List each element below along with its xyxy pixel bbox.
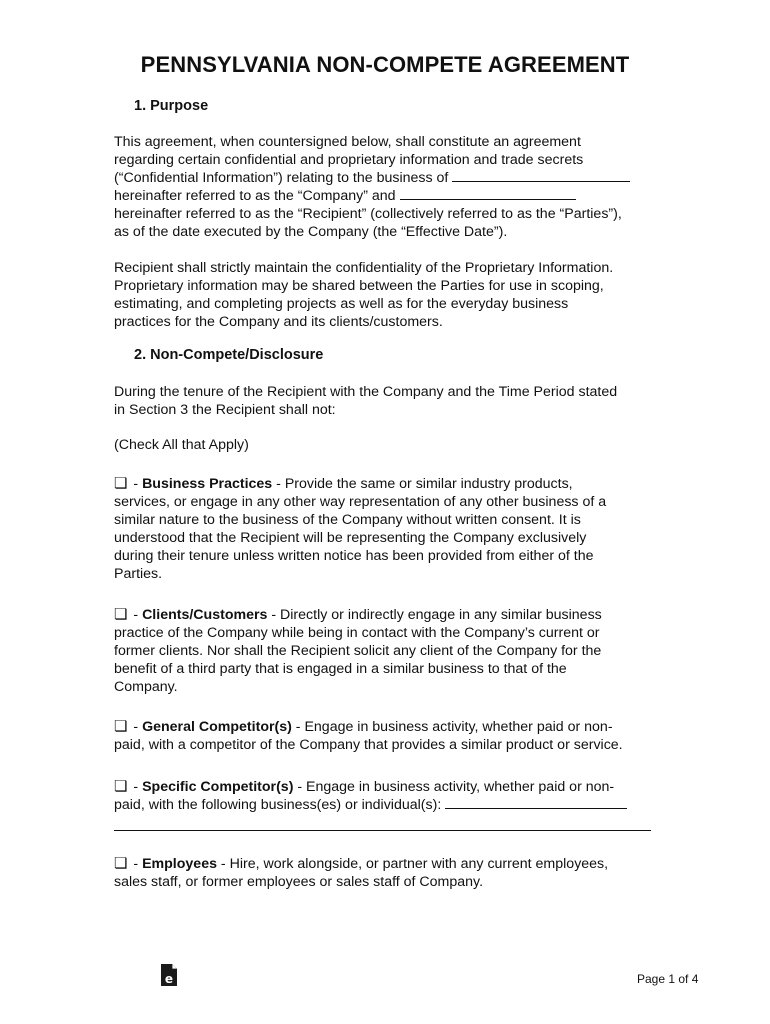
text-line: during their tenure unless written notice has been provided from either of the bbox=[114, 548, 594, 564]
option-business-practices: ❏ - Business Practices - Provide the same or similar industry products, services, or engage in any other way representation of any other business of a similar nature to the business of the Company without written consent. It is understood that the Recipient will be representing the Company exclusively during their tenure unless written notice has been provided from either of the Parties. bbox=[114, 475, 659, 583]
option-label: General Competitor(s) bbox=[142, 719, 292, 735]
text-line: services, or engage in any other way representation of any other business of a bbox=[114, 494, 607, 510]
section-heading-non-compete: 2. Non-Compete/Disclosure bbox=[134, 347, 324, 363]
text-line: understood that the Recipient will be representing the Company exclusively bbox=[114, 530, 587, 546]
text-line: in Section 3 the Recipient shall not: bbox=[114, 402, 336, 418]
text-line: practice of the Company while being in contact with the Company’s current or bbox=[114, 625, 600, 641]
checkbox-icon[interactable]: ❏ bbox=[114, 778, 128, 795]
text-line: Recipient shall strictly maintain the confidentiality of the Proprietary Information. bbox=[114, 260, 614, 276]
text-line: similar nature to the business of the Company without written consent. It is bbox=[114, 512, 581, 528]
text-line: regarding certain confidential and proprietary information and trade secrets bbox=[114, 152, 584, 168]
option-label: Employees bbox=[142, 856, 217, 872]
text-line: practices for the Company and its clients/customers. bbox=[114, 314, 443, 330]
check-all-note: (Check All that Apply) bbox=[114, 437, 249, 453]
text-line: paid, with the following business(es) or individual(s): bbox=[114, 797, 442, 813]
text-line: hereinafter referred to as the “Company” and bbox=[114, 188, 396, 204]
text-line: benefit of a third party that is engaged in a similar business to that of the bbox=[114, 661, 567, 677]
document-title: PENNSYLVANIA NON-COMPETE AGREEMENT bbox=[140, 52, 630, 77]
purpose-paragraph bbox=[114, 133, 659, 241]
competitor-name-blank[interactable] bbox=[445, 796, 627, 809]
option-label: Business Practices bbox=[142, 476, 273, 492]
text-line: Parties. bbox=[114, 566, 163, 582]
document-logo-icon bbox=[160, 963, 178, 987]
text-line: Proprietary information may be shared between the Parties for use in scoping, bbox=[114, 278, 604, 294]
text-line: paid, with a competitor of the Company that provides a similar product or service. bbox=[114, 737, 623, 753]
confidentiality-paragraph bbox=[114, 259, 659, 331]
option-clients-customers: ❏ - Clients/Customers - Directly or indirectly engage in any similar business practice of the Company while being in contact with the Company’s current or former clients. Nor shall the Recipient solicit any client of the Company for the benefit of a third party that is engaged in a similar business to that of the Company. bbox=[114, 606, 659, 696]
text-line: During the tenure of the Recipient with the Company and the Time Period stated bbox=[114, 384, 618, 400]
text-line: This agreement, when countersigned below, shall constitute an agreement bbox=[114, 134, 581, 150]
checkbox-icon[interactable]: ❏ bbox=[114, 718, 128, 735]
page-number: Page 1 of 4 bbox=[637, 972, 699, 986]
checkbox-icon[interactable]: ❏ bbox=[114, 475, 128, 492]
non-compete-intro bbox=[114, 383, 659, 419]
text-line: (“Confidential Information”) relating to the business of bbox=[114, 170, 449, 186]
text-line: hereinafter referred to as the “Recipient” (collectively referred to as the “Parties”), bbox=[114, 206, 622, 222]
recipient-name-blank[interactable] bbox=[400, 187, 576, 200]
text-line: Company. bbox=[114, 679, 178, 695]
checkbox-icon[interactable]: ❏ bbox=[114, 606, 128, 623]
option-label: Specific Competitor(s) bbox=[142, 779, 294, 795]
option-label: Clients/Customers bbox=[142, 607, 268, 623]
svg-text:e: e bbox=[164, 972, 174, 986]
section-heading-purpose: 1. Purpose bbox=[134, 98, 209, 114]
text-line: sales staff, or former employees or sales staff of Company. bbox=[114, 874, 484, 890]
option-employees: ❏ - Employees - Hire, work alongside, or partner with any current employees, sales staff, or former employees or sales staff of Company. bbox=[114, 855, 659, 891]
text-line: estimating, and completing projects as well as for the everyday business bbox=[114, 296, 569, 312]
option-general-competitors: ❏ - General Competitor(s) - Engage in business activity, whether paid or non- paid, with a competitor of the Company that provides a similar product or service. bbox=[114, 718, 659, 754]
checkbox-icon[interactable]: ❏ bbox=[114, 855, 128, 872]
competitor-name-blank-line[interactable] bbox=[114, 830, 651, 831]
text-line: as of the date executed by the Company (the “Effective Date”). bbox=[114, 224, 508, 240]
text-line: former clients. Nor shall the Recipient solicit any client of the Company for the bbox=[114, 643, 602, 659]
option-specific-competitors: ❏ - Specific Competitor(s) - Engage in business activity, whether paid or non- paid, with the following business(es) or individual(s): bbox=[114, 778, 659, 814]
company-name-blank[interactable] bbox=[452, 169, 630, 182]
